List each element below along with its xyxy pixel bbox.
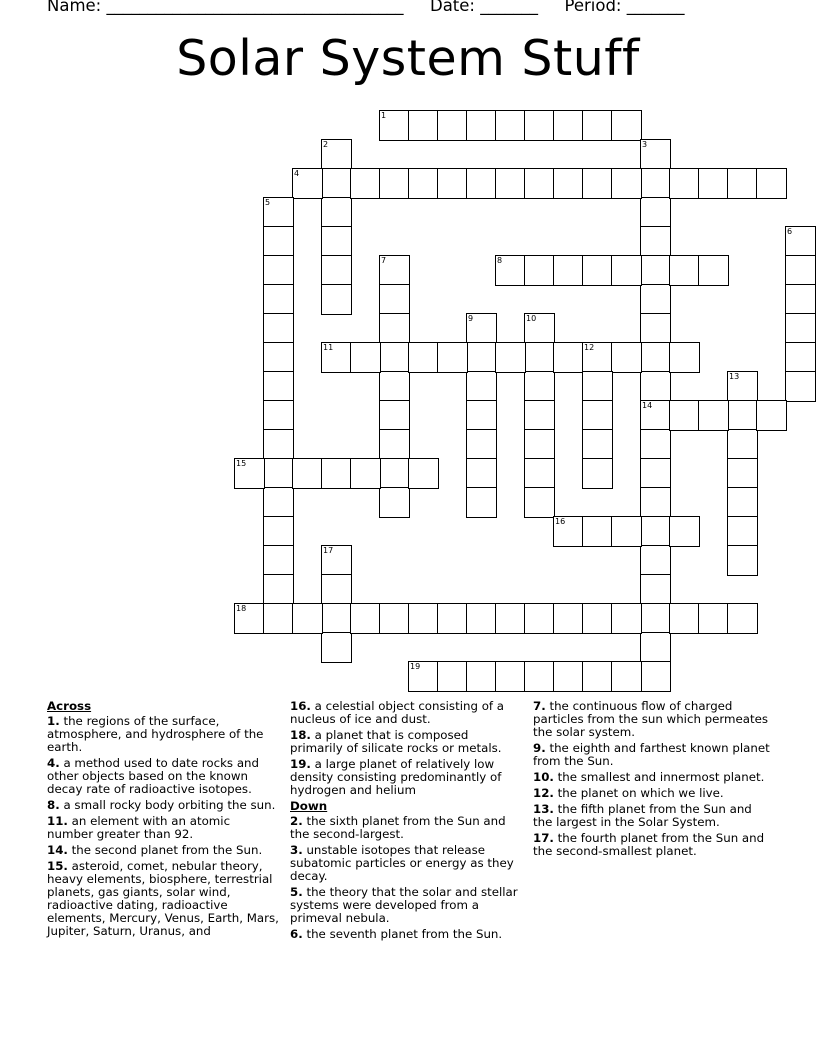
- crossword-cell[interactable]: [640, 458, 671, 489]
- clue-section-heading: Across: [47, 699, 92, 713]
- clue-section-heading: Down: [290, 799, 328, 813]
- crossword-cell[interactable]: [379, 458, 410, 489]
- clue-item-text: the smallest and innermost planet.: [553, 770, 765, 784]
- crossword-cell[interactable]: [727, 458, 758, 489]
- crossword-cell[interactable]: [640, 603, 671, 634]
- clue-item: [47, 815, 279, 841]
- clue-column-2: [290, 700, 522, 944]
- clue-item: [533, 787, 773, 800]
- crossword-cell[interactable]: [524, 342, 555, 373]
- crossword-cell[interactable]: [611, 603, 642, 634]
- crossword-cell[interactable]: [582, 110, 613, 141]
- crossword-cell[interactable]: [321, 226, 352, 257]
- clue-item-number: 2.: [290, 814, 303, 828]
- clue-item-text: the continuous flow of charged particles from the sun which permeates the solar system.: [533, 699, 769, 739]
- crossword-cell[interactable]: [524, 313, 555, 344]
- clue-number: 15: [236, 459, 247, 468]
- clue-number: 1: [381, 111, 387, 120]
- crossword-cell[interactable]: [553, 661, 584, 692]
- clue-item: [47, 757, 279, 796]
- crossword-cell[interactable]: [263, 313, 294, 344]
- crossword-cell[interactable]: [321, 197, 352, 228]
- clue-item-text: the regions of the surface, atmosphere, and hydrosphere of the earth.: [47, 714, 264, 754]
- crossword-cell[interactable]: [379, 371, 410, 402]
- crossword-cell[interactable]: [263, 226, 294, 257]
- crossword-cell[interactable]: [669, 342, 700, 373]
- clue-item-number: 8.: [47, 798, 60, 812]
- crossword-cell[interactable]: [234, 458, 265, 489]
- crossword-cell[interactable]: [611, 168, 642, 199]
- crossword-cell[interactable]: [640, 632, 671, 663]
- crossword-cell[interactable]: [379, 487, 410, 518]
- crossword-cell[interactable]: [495, 110, 526, 141]
- crossword-cell[interactable]: [263, 342, 294, 373]
- crossword-cell[interactable]: [727, 168, 758, 199]
- clue-number: 2: [323, 140, 329, 149]
- crossword-cell[interactable]: [640, 226, 671, 257]
- crossword-cell[interactable]: [611, 255, 642, 286]
- crossword-cell[interactable]: [466, 487, 497, 518]
- crossword-cell[interactable]: [408, 458, 439, 489]
- date-field[interactable]: Date: _______: [429, 0, 538, 15]
- clue-item: [47, 799, 279, 812]
- crossword-cell[interactable]: [611, 661, 642, 692]
- crossword-cell[interactable]: [785, 226, 816, 257]
- crossword-cell[interactable]: [785, 284, 816, 315]
- crossword-cell[interactable]: [263, 487, 294, 518]
- clue-item-number: 17.: [533, 831, 554, 845]
- crossword-cell[interactable]: [640, 487, 671, 518]
- crossword-cell[interactable]: [553, 516, 584, 547]
- crossword-cell[interactable]: [785, 371, 816, 402]
- crossword-cell[interactable]: [437, 110, 468, 141]
- crossword-cell[interactable]: [437, 603, 468, 634]
- crossword-cell[interactable]: [640, 545, 671, 576]
- crossword-cell[interactable]: [437, 661, 468, 692]
- crossword-cell[interactable]: [524, 458, 555, 489]
- clue-column-1: [47, 700, 279, 941]
- crossword-cell[interactable]: [321, 168, 352, 199]
- clue-number: 18: [236, 604, 247, 613]
- crossword-cell[interactable]: [495, 661, 526, 692]
- clue-number: 6: [787, 227, 793, 236]
- clue-item-text: a large planet of relatively low density consisting predominantly of hydrogen and helium: [290, 757, 502, 797]
- crossword-cell[interactable]: [263, 197, 294, 228]
- crossword-cell[interactable]: [553, 342, 584, 373]
- crossword-cell[interactable]: [698, 400, 729, 431]
- clue-item-text: the planet on which we live.: [553, 786, 724, 800]
- crossword-cell[interactable]: [466, 110, 497, 141]
- clue-number: 4: [294, 169, 300, 178]
- crossword-cell[interactable]: [698, 603, 729, 634]
- clue-item-number: 1.: [47, 714, 60, 728]
- name-field[interactable]: Name: ____________________________________: [47, 0, 404, 15]
- crossword-cell[interactable]: [379, 429, 410, 460]
- crossword-cell[interactable]: [727, 400, 758, 431]
- crossword-cell[interactable]: [727, 429, 758, 460]
- crossword-cell[interactable]: [350, 603, 381, 634]
- crossword-cell[interactable]: [466, 168, 497, 199]
- crossword-cell[interactable]: [292, 168, 323, 199]
- clue-item: [290, 815, 522, 841]
- crossword-cell[interactable]: [669, 168, 700, 199]
- crossword-cell[interactable]: [524, 255, 555, 286]
- clue-item-text: a small rocky body orbiting the sun.: [59, 798, 276, 812]
- clue-item: [290, 928, 522, 941]
- clue-item-text: the eighth and farthest known planet from the Sun.: [533, 741, 770, 768]
- crossword-cell[interactable]: [640, 400, 671, 431]
- clue-item-number: 9.: [533, 741, 546, 755]
- clue-number: 17: [323, 546, 334, 555]
- crossword-cell[interactable]: [640, 168, 671, 199]
- crossword-cell[interactable]: [582, 255, 613, 286]
- clue-number: 7: [381, 256, 387, 265]
- crossword-cell[interactable]: [379, 603, 410, 634]
- crossword-cell[interactable]: [524, 371, 555, 402]
- crossword-cell[interactable]: [437, 168, 468, 199]
- clue-number: 13: [729, 372, 740, 381]
- clue-number: 11: [323, 343, 334, 352]
- clue-item-number: 4.: [47, 756, 60, 770]
- clue-item-number: 14.: [47, 843, 68, 857]
- clue-item-number: 15.: [47, 859, 68, 873]
- crossword-cell[interactable]: [524, 110, 555, 141]
- crossword-cell[interactable]: [582, 429, 613, 460]
- crossword-cell[interactable]: [524, 661, 555, 692]
- clue-item: [533, 803, 773, 829]
- clue-item: [290, 844, 522, 883]
- crossword-cell[interactable]: [263, 574, 294, 605]
- crossword-cell[interactable]: [466, 429, 497, 460]
- crossword-cell[interactable]: [640, 284, 671, 315]
- crossword-cell[interactable]: [263, 400, 294, 431]
- crossword-cell[interactable]: [408, 661, 439, 692]
- crossword-cell[interactable]: [582, 603, 613, 634]
- clue-number: 14: [642, 401, 653, 410]
- crossword-cell[interactable]: [640, 574, 671, 605]
- clue-item-text: the fifth planet from the Sun and the largest in the Solar System.: [533, 802, 752, 829]
- crossword-cell[interactable]: [379, 110, 410, 141]
- clue-item-text: a celestial object consisting of a nucleus of ice and dust.: [290, 699, 505, 726]
- crossword-cell[interactable]: [524, 168, 555, 199]
- crossword-cell[interactable]: [727, 487, 758, 518]
- crossword-cell[interactable]: [553, 110, 584, 141]
- crossword-cell[interactable]: [553, 255, 584, 286]
- clue-number: 19: [410, 662, 421, 671]
- crossword-cell[interactable]: [640, 313, 671, 344]
- crossword-cell[interactable]: [350, 342, 381, 373]
- crossword-cell[interactable]: [466, 661, 497, 692]
- clue-item: [290, 886, 522, 925]
- crossword-cell[interactable]: [321, 342, 352, 373]
- crossword-cell[interactable]: [669, 516, 700, 547]
- crossword-cell[interactable]: [640, 197, 671, 228]
- crossword-cell[interactable]: [669, 603, 700, 634]
- crossword-cell[interactable]: [466, 458, 497, 489]
- crossword-cell[interactable]: [466, 313, 497, 344]
- clue-item-text: an element with an atomic number greater than 92.: [47, 814, 231, 841]
- crossword-cell[interactable]: [640, 371, 671, 402]
- clue-item-text: a method used to date rocks and other objects based on the known decay rate of radioactive isotopes.: [47, 756, 260, 796]
- crossword-cell[interactable]: [727, 371, 758, 402]
- clue-item: [47, 715, 279, 754]
- clue-item-number: 10.: [533, 770, 554, 784]
- crossword-cell[interactable]: [640, 139, 671, 170]
- crossword-cell[interactable]: [292, 603, 323, 634]
- clue-number: 10: [526, 314, 537, 323]
- crossword-cell[interactable]: [669, 255, 700, 286]
- clue-item-number: 18.: [290, 728, 311, 742]
- crossword-cell[interactable]: [785, 342, 816, 373]
- crossword-cell[interactable]: [263, 371, 294, 402]
- crossword-cell[interactable]: [379, 284, 410, 315]
- crossword-cell[interactable]: [263, 545, 294, 576]
- clue-item: [290, 758, 522, 797]
- clue-column-3: [533, 700, 773, 861]
- crossword-cell[interactable]: [640, 342, 671, 373]
- clue-number: 9: [468, 314, 474, 323]
- crossword-cell[interactable]: [495, 168, 526, 199]
- crossword-cell[interactable]: [727, 603, 758, 634]
- crossword-cell[interactable]: [553, 603, 584, 634]
- crossword-cell[interactable]: [553, 168, 584, 199]
- crossword-cell[interactable]: [640, 255, 671, 286]
- clue-item-number: 11.: [47, 814, 68, 828]
- clue-item: [290, 700, 522, 726]
- clue-number: 8: [497, 256, 503, 265]
- crossword-cell[interactable]: [698, 168, 729, 199]
- clue-item-number: 16.: [290, 699, 311, 713]
- clue-item-text: asteroid, comet, nebular theory, heavy elements, biosphere, terrestrial planets, gas giants, solar wind, radioactive dating, radioactive elements, Mercury, Venus, Earth, Mars, Jupiter, Saturn, Uranus, and: [47, 859, 279, 938]
- crossword-cell[interactable]: [263, 284, 294, 315]
- crossword-cell[interactable]: [321, 574, 352, 605]
- crossword-cell[interactable]: [234, 603, 265, 634]
- puzzle-title: Solar System Stuff: [176, 30, 640, 87]
- crossword-cell[interactable]: [263, 603, 294, 634]
- crossword-cell[interactable]: [785, 313, 816, 344]
- crossword-cell[interactable]: [582, 516, 613, 547]
- clue-item-text: the fourth planet from the Sun and the second-smallest planet.: [533, 831, 765, 858]
- crossword-cell[interactable]: [379, 255, 410, 286]
- crossword-cell[interactable]: [379, 400, 410, 431]
- crossword-cell[interactable]: [321, 603, 352, 634]
- crossword-cell[interactable]: [379, 342, 410, 373]
- crossword-cell[interactable]: [524, 400, 555, 431]
- crossword-cell[interactable]: [582, 342, 613, 373]
- crossword-cell[interactable]: [408, 342, 439, 373]
- crossword-cell[interactable]: [263, 255, 294, 286]
- clue-item: [533, 771, 773, 784]
- clue-item-number: 3.: [290, 843, 303, 857]
- clue-item-number: 7.: [533, 699, 546, 713]
- clue-item: [533, 742, 773, 768]
- crossword-cell[interactable]: [495, 255, 526, 286]
- crossword-cell[interactable]: [321, 255, 352, 286]
- clue-item: [290, 729, 522, 755]
- clue-item-text: the second planet from the Sun.: [67, 843, 263, 857]
- clue-item-text: the theory that the solar and stellar systems were developed from a primeval nebula.: [290, 885, 518, 925]
- crossword-cell[interactable]: [669, 400, 700, 431]
- clue-item-number: 6.: [290, 927, 303, 941]
- crossword-cell[interactable]: [611, 110, 642, 141]
- clue-item-text: unstable isotopes that release subatomic particles or energy as they decay.: [290, 843, 514, 883]
- crossword-cell[interactable]: [524, 603, 555, 634]
- crossword-cell[interactable]: [321, 139, 352, 170]
- crossword-cell[interactable]: [640, 516, 671, 547]
- crossword-cell[interactable]: [582, 371, 613, 402]
- crossword-cell[interactable]: [611, 342, 642, 373]
- crossword-cell[interactable]: [263, 458, 294, 489]
- crossword-cell[interactable]: [321, 458, 352, 489]
- crossword-cell[interactable]: [466, 400, 497, 431]
- crossword-cell[interactable]: [321, 632, 352, 663]
- clue-number: 5: [265, 198, 271, 207]
- crossword-cell[interactable]: [495, 603, 526, 634]
- crossword-cell[interactable]: [756, 168, 787, 199]
- crossword-cell[interactable]: [292, 458, 323, 489]
- clue-item-text: a planet that is composed primarily of silicate rocks or metals.: [290, 728, 502, 755]
- crossword-cell[interactable]: [524, 487, 555, 518]
- crossword-cell[interactable]: [263, 429, 294, 460]
- crossword-cell[interactable]: [640, 661, 671, 692]
- clue-item: [47, 844, 279, 857]
- clue-item: [47, 860, 279, 938]
- clue-number: 3: [642, 140, 648, 149]
- crossword-cell[interactable]: [408, 603, 439, 634]
- crossword-cell[interactable]: [582, 400, 613, 431]
- crossword-cell[interactable]: [524, 429, 555, 460]
- crossword-cell[interactable]: [611, 516, 642, 547]
- crossword-cell[interactable]: [640, 429, 671, 460]
- crossword-cell[interactable]: [582, 458, 613, 489]
- crossword-cell[interactable]: [350, 458, 381, 489]
- clue-item: [533, 832, 773, 858]
- crossword-cell[interactable]: [466, 342, 497, 373]
- crossword-cell[interactable]: [379, 168, 410, 199]
- clue-item: [533, 700, 773, 739]
- crossword-cell[interactable]: [756, 400, 787, 431]
- crossword-cell[interactable]: [495, 342, 526, 373]
- clue-item-number: 19.: [290, 757, 311, 771]
- crossword-cell[interactable]: [263, 516, 294, 547]
- crossword-cell[interactable]: [437, 342, 468, 373]
- clue-item-text: the sixth planet from the Sun and the second-largest.: [290, 814, 506, 841]
- crossword-cell[interactable]: [582, 168, 613, 199]
- crossword-cell[interactable]: [582, 661, 613, 692]
- clue-item-number: 12.: [533, 786, 554, 800]
- clue-item-number: 5.: [290, 885, 303, 899]
- crossword-cell[interactable]: [785, 255, 816, 286]
- crossword-cell[interactable]: [727, 516, 758, 547]
- crossword-cell[interactable]: [408, 168, 439, 199]
- period-field[interactable]: Period: _______: [564, 0, 685, 15]
- crossword-cell[interactable]: [321, 545, 352, 576]
- clue-number: 16: [555, 517, 566, 526]
- crossword-cell[interactable]: [466, 603, 497, 634]
- crossword-cell[interactable]: [321, 284, 352, 315]
- clue-number: 12: [584, 343, 595, 352]
- clue-item-text: the seventh planet from the Sun.: [302, 927, 503, 941]
- crossword-cell[interactable]: [466, 371, 497, 402]
- crossword-cell[interactable]: [379, 313, 410, 344]
- crossword-cell[interactable]: [350, 168, 381, 199]
- crossword-cell[interactable]: [408, 110, 439, 141]
- crossword-cell[interactable]: [727, 545, 758, 576]
- clue-item-number: 13.: [533, 802, 554, 816]
- crossword-cell[interactable]: [698, 255, 729, 286]
